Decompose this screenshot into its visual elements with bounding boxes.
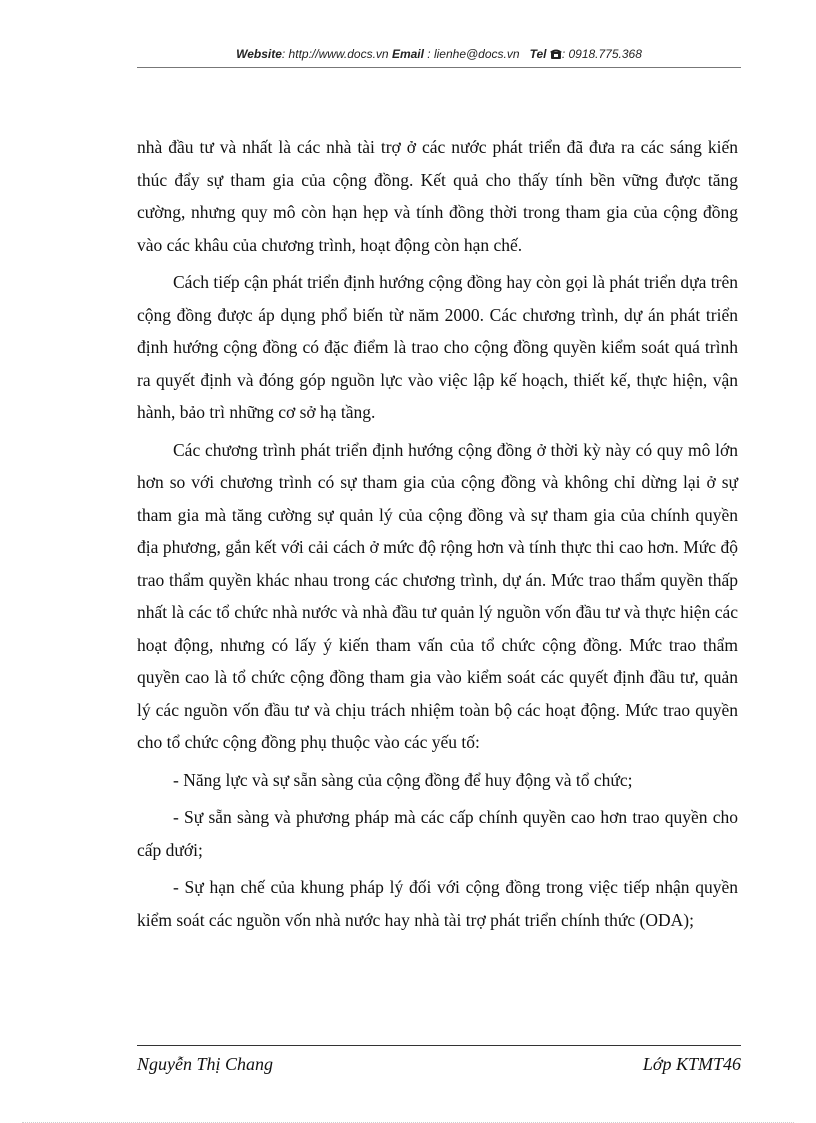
page-footer: [137, 1054, 741, 1075]
website-value[interactable]: : http://www.docs.vn: [281, 47, 389, 61]
bullet-item-3: - Sự hạn chế của khung pháp lý đối với cộng đồng trong việc tiếp nhận quyền kiểm soát các nguồn vốn nhà nước hay nhà tài trợ phát triển chính thức (ODA);: [137, 877, 738, 930]
header-divider: [137, 67, 741, 68]
bullet-item-2: - Sự sẵn sàng và phương pháp mà các cấp chính quyền cao hơn trao quyền cho cấp dưới;: [137, 807, 738, 860]
footer-divider: [137, 1045, 741, 1046]
footer-author: Nguyễn Thị Chang: [137, 1054, 274, 1074]
paragraph-2: Cách tiếp cận phát triển định hướng cộng đồng hay còn gọi là phát triển dựa trên cộng đồng được áp dụng phổ biến từ năm 2000. Các chương trình, dự án phát triển định hướng cộng đồng có đặc điểm là trao cho cộng đồng quyền kiểm soát quá trình ra quyết định và đóng góp nguồn lực vào việc lập kế hoạch, thiết kế, thực hiện, vận hành, bảo trì những cơ sở hạ tầng.: [137, 272, 738, 422]
bullet-item-1: - Năng lực và sự sẵn sàng của cộng đồng để huy động và tổ chức;: [173, 769, 633, 790]
paragraph-1: nhà đầu tư và nhất là các nhà tài trợ ở các nước phát triển đã đưa ra các sáng kiến thúc đẩy sự tham gia của cộng đồng. Kết quả cho thấy tính bền vững được tăng cường, nhưng quy mô còn hạn hẹp và tính đồng thời trong tham gia của cộng đồng vào các khâu của chương trình, hoạt động còn hạn chế.: [137, 137, 738, 255]
document-body: [137, 131, 738, 941]
email-label: Email: [391, 47, 424, 61]
page-header: [137, 47, 741, 61]
phone-icon: [550, 47, 562, 61]
email-value[interactable]: : lienhe@docs.vn: [423, 47, 520, 61]
tel-label: Tel: [529, 47, 547, 61]
website-label: Website: [236, 47, 282, 61]
footer-class: Lớp KTMT46: [642, 1054, 741, 1074]
paragraph-3: Các chương trình phát triển định hướng cộng đồng ở thời kỳ này có quy mô lớn hơn so với chương trình có sự tham gia của cộng đồng và không chỉ dừng lại ở sự tham gia mà tăng cường sự quản lý của cộng đồng và sự tham gia của chính quyền địa phương, gắn kết với cải cách ở mức độ rộng hơn và tính thực thi cao hơn. Mức độ trao thẩm quyền khác nhau trong các chương trình, dự án. Mức trao thẩm quyền thấp nhất là các tổ chức nhà nước và nhà đầu tư quản lý nguồn vốn đầu tư và thực hiện các hoạt động, nhưng có lấy ý kiến tham vấn của tổ chức cộng đồng. Mức trao thẩm quyền cao là tổ chức cộng đồng tham gia vào kiểm soát các quyết định đầu tư, quản lý các nguồn vốn đầu tư và chịu trách nhiệm toàn bộ các hoạt động. Mức trao quyền cho tổ chức cộng đồng phụ thuộc vào các yếu tố:: [137, 439, 738, 752]
tel-value: : 0918.775.368: [561, 47, 642, 61]
